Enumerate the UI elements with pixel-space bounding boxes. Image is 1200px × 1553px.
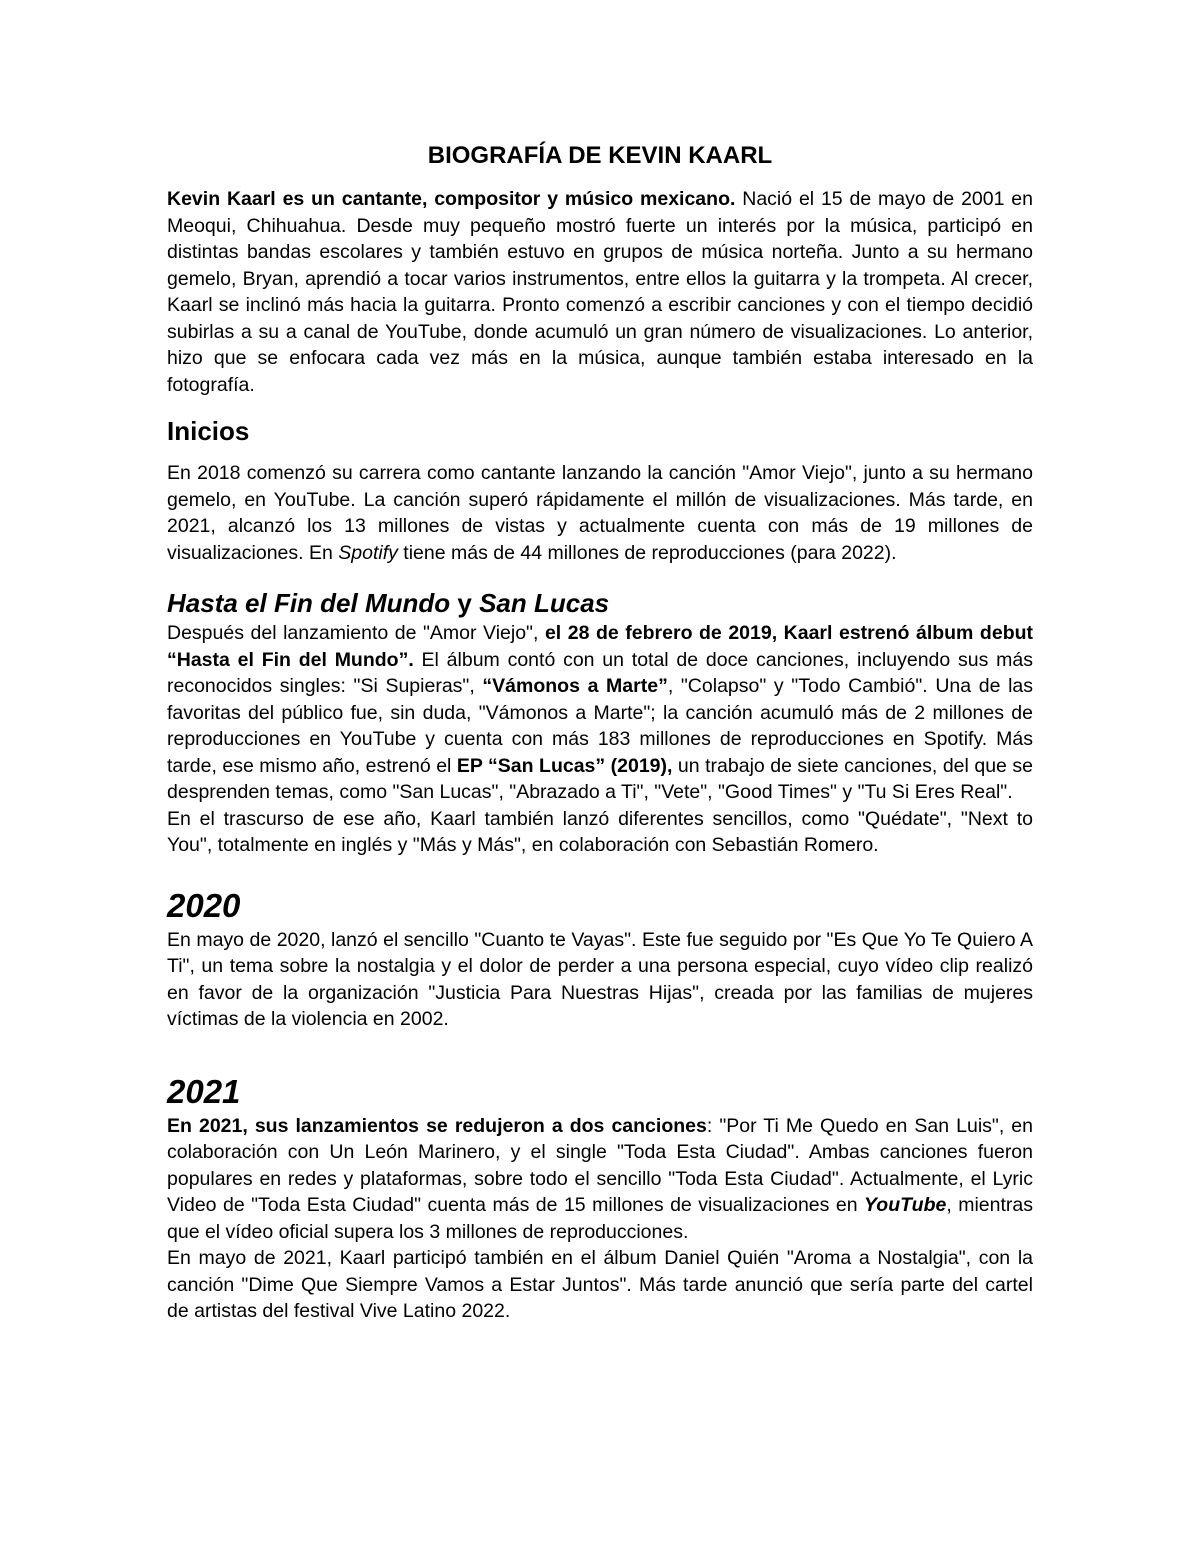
- year-2021-paragraph-1: [167, 1113, 1033, 1246]
- hasta-heading-b: San Lucas: [479, 588, 610, 618]
- inicios-text-b: tiene más de 44 millones de reproducciones (para 2022).: [397, 541, 897, 564]
- year-2021-paragraph-2: En mayo de 2021, Kaarl participó también en el álbum Daniel Quién "Aroma a Nostalgia", con la canción "Dime Que Siempre Vamos a Estar Juntos". Más tarde anunció que sería parte del cartel de artistas del festival Vive Latino 2022.: [167, 1247, 1033, 1322]
- year-2021-p1-b: : "Por Ti Me Quedo en San Luis", en colaboración con Un León Marinero, y el single "Toda Esta Ciudad". Ambas canciones fueron populares en redes y plataformas, sobre todo el sencillo "Toda Esta Ciudad". Actualmente, el Lyric Video de "Toda Esta Ciudad" cuenta más de 15 millones de visualizaciones en: [167, 1114, 1033, 1216]
- intro-paragraph: [167, 186, 1033, 398]
- hasta-p1-a: Después del lanzamiento de "Amor Viejo",: [167, 622, 545, 644]
- year-2020-paragraph: En mayo de 2020, lanzó el sencillo "Cuanto te Vayas". Este fue seguido por "Es Que Yo Te Quiero A Ti", un tema sobre la nostalgia y el dolor de perder a una persona especial, cuyo vídeo clip realizó en favor de la organización "Justicia Para Nuestras Hijas", creada por las familias de mujeres víctimas de la violencia en 2002.: [167, 928, 1033, 1030]
- document-title: BIOGRAFÍA DE KEVIN KAARL: [427, 142, 773, 169]
- inicios-spotify: Spotify: [338, 541, 398, 564]
- hasta-heading-a: Hasta el Fin del Mundo: [167, 588, 451, 618]
- hasta-p1-b: el 28 de febrero de 2019, Kaarl estrenó álbum debut “Hasta el Fin del Mundo”.: [167, 622, 1034, 671]
- year-2021-youtube: YouTube: [864, 1194, 947, 1216]
- inicios-text-a: En 2018 comenzó su carrera como cantante lanzando la canción "Amor Viejo", junto a su hermano gemelo, en YouTube. La canción superó rápidamente el millón de visualizaciones. Más tarde, en 2021, alcanzó los 13 millones de vistas y actualmente cuenta con más de 19 millones de visualizaciones. En: [167, 462, 1033, 564]
- year-2020-heading: 2020: [167, 886, 241, 924]
- year-2021-p1-c: , mientras que el vídeo oficial supera los 3 millones de reproducciones.: [167, 1194, 1033, 1243]
- inicios-paragraph: [167, 460, 1033, 566]
- hasta-p1-d: “Vámonos a Marte”: [482, 675, 668, 697]
- intro-text: Nació el 15 de mayo de 2001 en Meoqui, Chihuahua. Desde muy pequeño mostró fuerte un interés por la música, participó en distintas bandas escolares y también estuvo en grupos de música norteña. Junto a su hermano gemelo, Bryan, aprendió a tocar varios instrumentos, entre ellos la guitarra y la trompeta. Al crecer, Kaarl se inclinó más hacia la guitarra. Pronto comenzó a escribir canciones y con el tiempo decidió subirlas a su a canal de YouTube, donde acumuló un gran número de visualizaciones. Lo anterior, hizo que se enfocara cada vez más en la música, aunque también estaba interesado en la fotografía.: [167, 188, 1033, 396]
- hasta-p1-g: un trabajo de siete canciones, del que se desprenden temas, como "San Lucas", "Abrazado a Ti", "Vete", "Good Times" y "Tu Si Eres Real".: [167, 754, 1033, 803]
- year-2021-heading: 2021: [167, 1072, 241, 1110]
- hasta-heading-y: y: [450, 588, 480, 618]
- intro-lead: Kevin Kaarl es un cantante, compositor y músico mexicano.: [167, 188, 736, 210]
- hasta-paragraph-1: [167, 620, 1033, 806]
- year-2021-p1-a: En 2021, sus lanzamientos se redujeron a dos canciones: [167, 1114, 707, 1137]
- hasta-heading: [167, 586, 1033, 620]
- inicios-heading: Inicios: [167, 416, 250, 446]
- document-page: [167, 140, 1033, 1325]
- hasta-paragraph-2: En el trascurso de ese año, Kaarl también lanzó diferentes sencillos, como "Quédate", "Next to You", totalmente en inglés y "Más y Más", en colaboración con Sebastián Romero.: [167, 807, 1033, 856]
- hasta-p1-e: , "Colapso" y "Todo Cambió". Una de las favoritas del público fue, sin duda, "Vámonos a Marte"; la canción acumuló más de 2 millones de reproducciones en YouTube y cuenta con más 183 millones de reproducciones en Spotify. Más tarde, ese mismo año, estrenó el: [167, 675, 1034, 777]
- hasta-p1-f: EP “San Lucas” (2019),: [456, 754, 673, 777]
- hasta-p1-c: El álbum contó con un total de doce canciones, incluyendo sus más reconocidos singles: "Si Supieras",: [167, 648, 1033, 697]
